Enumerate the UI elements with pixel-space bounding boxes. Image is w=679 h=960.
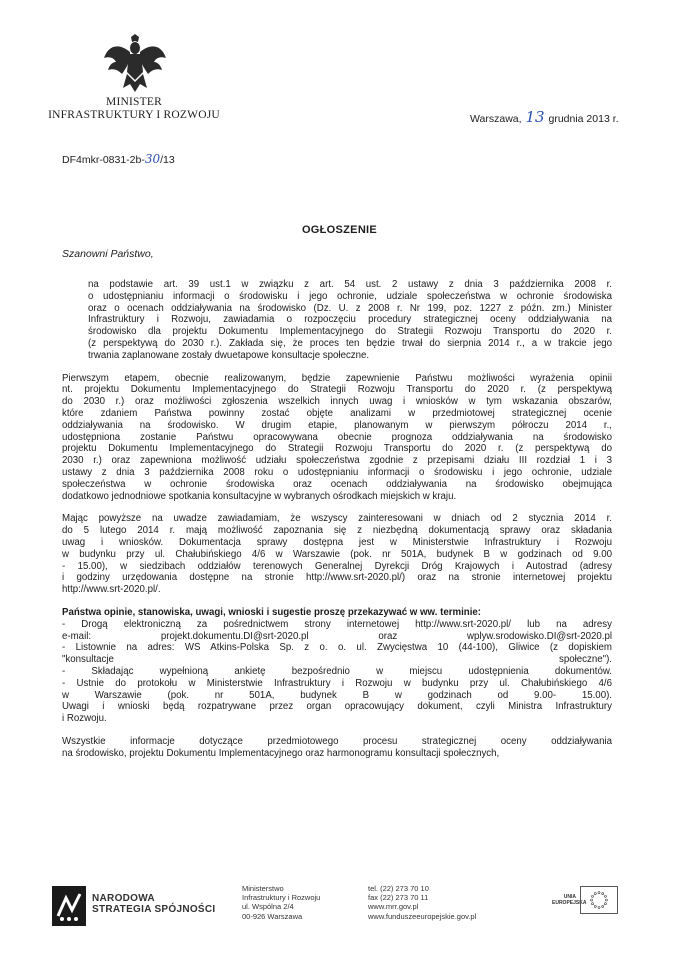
p1-line: na podstawie art. 39 ust.1 w związku z art. 54 ust. 2 ustawy z dnia 3 października 2008 r. bbox=[88, 279, 612, 290]
p2-line: dodatkowo jednodniowe spotkania konsultacyjne w wybranych ośrodkach miejskich w kraju. bbox=[62, 490, 457, 502]
addr-line: ul. Wspólna 2/4 bbox=[242, 902, 294, 912]
p2-line: społeczeństwa w ochronie środowiska oraz ocenach oddziaływania na środowisko obejmująca bbox=[62, 478, 612, 490]
p3-line: w budynku przy ul. Chałubińskiego 4/6 w Warszawie (pok. nr 501A, budynek B w godzinach od 9.00 bbox=[62, 548, 612, 560]
p4-line: e-mail: projekt.dokumentu.DI@srt-2020.pl oraz wplyw.srodowisko.DI@srt-2020.pl bbox=[62, 630, 612, 642]
p4-line: - Ustnie do protokołu w Ministerstwie Infrastruktury i Rozwoju w budynku przy ul. Chałubińskiego 4/6 bbox=[62, 677, 612, 689]
contact-line: tel. (22) 273 70 10 bbox=[368, 884, 429, 893]
p1-line: oraz o ocenach oddziaływania na środowisko (Dz. U. z 2008 r. Nr 199, poz. 1227 z późn. zm.) Minister bbox=[88, 302, 612, 314]
p1-line: środowisko dla projektu Dokumentu Implementacyjnego do Strategii Rozwoju Transportu do 2020 r. bbox=[88, 326, 612, 338]
reference-number bbox=[62, 152, 175, 166]
document-body bbox=[62, 279, 612, 770]
paragraph-5 bbox=[62, 736, 612, 760]
p3-line: i godziny urzędowania dostępne na stronie http://www.srt-2020.pl/) oraz na stronie internetowej projektu bbox=[62, 572, 612, 584]
p4-line: - Drogą elektroniczną za pośrednictwem strony internetowej http://www.srt-2020.pl/ lub na adresy bbox=[62, 618, 612, 630]
paragraph-4-lines bbox=[62, 619, 612, 725]
p4-line: i Rozwoju. bbox=[62, 713, 107, 725]
p4-line: - Listownie na adres: WS Atkins-Polska Sp. z o. o. ul. Zwycięstwa 10 (44-100), Gliwice (z dopiskiem bbox=[62, 642, 612, 654]
p2-line: które zdaniem Państwa powinny zostać objęte analizami w przedmiotowej strategicznej ocenie bbox=[62, 407, 612, 419]
p3-line: http://www.srt-2020.pl/. bbox=[62, 584, 161, 596]
eu-star-icon bbox=[602, 905, 604, 907]
eu-star-icon bbox=[592, 895, 594, 897]
contact-line: fax (22) 273 70 11 bbox=[368, 893, 429, 903]
p1-line: trwania zaplanowane zostały dwuetapowe konsultacje społeczne. bbox=[88, 349, 370, 361]
ue-line1: UNIA bbox=[563, 894, 576, 900]
p2-line: oddziaływania na środowisko. W drugim etapie, planowanym w pierwszym półroczu 2014 r., bbox=[62, 419, 612, 431]
place-and-date bbox=[470, 108, 619, 126]
paragraph-1 bbox=[88, 279, 612, 362]
paragraph-2 bbox=[62, 373, 612, 503]
ue-line2: EUROPEJSKA bbox=[552, 900, 587, 906]
p3-line: Mając powyższe na uwadze zawiadamiam, że wszyscy zainteresowani w dniach od 2 stycznia 2014 r. bbox=[62, 513, 612, 525]
p2-line: udostępniona zostanie Państwu opracowywana obecnie prognoza oddziaływania na środowisko bbox=[62, 431, 612, 443]
paragraph-4 bbox=[62, 607, 612, 725]
p5-line: na środowisko, projektu Dokumentu Implementacyjnego oraz harmonogramu konsultacji społecznych, bbox=[62, 747, 500, 759]
p1-line: o udostępnianiu informacji o środowisku i jego ochronie, udziale społeczeństwa w ochronie środowiska bbox=[88, 290, 612, 302]
eu-star-icon bbox=[602, 893, 604, 895]
p2-line: projektu Dokumentu Implementacyjnego do Strategii Rozwoju Transportu do 2020 r. (z perspektywą do bbox=[62, 443, 612, 455]
p2-line: 2030 r.) oraz zapewniona możliwość udziału społeczeństwa zgodnie z przepisami działu III rozdział 1 i 3 bbox=[62, 455, 612, 467]
nss-logo-icon bbox=[52, 886, 86, 926]
footer-address bbox=[242, 884, 320, 921]
eu-star-icon bbox=[605, 899, 607, 901]
ref-handwritten: 30 bbox=[144, 152, 161, 166]
p5-line: Wszystkie informacje dotyczące przedmiotowego procesu strategicznej oceny oddziaływania bbox=[62, 735, 612, 747]
ref-prefix: DF4mkr-0831-2b- bbox=[62, 154, 145, 166]
place: Warszawa, bbox=[470, 113, 522, 125]
handwritten-day: 13 bbox=[525, 108, 545, 126]
polish-eagle-emblem-icon bbox=[100, 28, 170, 96]
nss-line1: NARODOWA bbox=[92, 893, 155, 904]
p1-line: (z perspektywą do 2030 r.). Zakłada się, że proces ten będzie trwał do sierpnia 2014 r., a w trakcie jego bbox=[88, 337, 612, 349]
salutation: Szanowni Państwo, bbox=[62, 248, 154, 260]
eu-label bbox=[552, 894, 587, 906]
ref-suffix: /13 bbox=[160, 154, 175, 166]
p3-line: do 5 lutego 2014 r. mają możliwość zapoznania się z niezbędną dokumentacją sprawy oraz składania bbox=[62, 525, 612, 537]
contact-line: www.funduszeeuropejskie.gov.pl bbox=[368, 911, 477, 921]
p2-line: do 2030 r.) oraz możliwości zgłoszenia wszelkich innych uwag i wniosków w tym wskazania obszarów, bbox=[62, 396, 612, 408]
addr-line: Infrastruktury i Rozwoju bbox=[242, 893, 321, 903]
p2-line: nt. projektu Dokumentu Implementacyjnego do Strategii Rozwoju Transportu do 2020 r. (z perspektywą bbox=[62, 384, 612, 396]
eu-star-icon bbox=[604, 895, 606, 897]
p4-line: Uwagi i wnioski będą rozpatrywane przez organ opracowujący dokument, czyli Ministra Infrastruktury bbox=[62, 701, 612, 713]
p2-line: Pierwszym etapem, obecnie realizowanym, będzie zapewnienie Państwu możliwości wyrażenia opinii bbox=[62, 372, 612, 384]
p3-line: - 15.00), w siedzibach oddziałów terenowych Generalnej Dyrekcji Dróg Krajowych i Autostrad (adresy bbox=[62, 560, 612, 572]
issuer-block bbox=[44, 96, 224, 122]
contact-line: www.mrr.gov.pl bbox=[368, 902, 419, 912]
issuer-line2: INFRASTRUKTURY I ROZWOJU bbox=[48, 109, 220, 121]
footer bbox=[0, 878, 679, 948]
paragraph-3 bbox=[62, 513, 612, 596]
p2-line: ustawy z dnia 3 października 2008 roku o udostępnianiu informacji o środowisku i jego ochronie, udziale bbox=[62, 466, 612, 478]
document-title: OGŁOSZENIE bbox=[301, 224, 378, 236]
date-rest: grudnia 2013 r. bbox=[548, 113, 619, 125]
footer-contact bbox=[368, 884, 476, 921]
paragraph-4-heading: Państwa opinie, stanowiska, uwagi, wnioski i sugestie proszę przekazywać w ww. terminie: bbox=[62, 606, 482, 618]
nss-line2: STRATEGIA SPÓJNOŚCI bbox=[92, 904, 216, 915]
eu-star-icon bbox=[598, 906, 600, 908]
eu-star-icon bbox=[604, 903, 606, 905]
eu-star-icon bbox=[598, 892, 600, 894]
addr-line: 00-926 Warszawa bbox=[242, 911, 303, 921]
eu-star-icon bbox=[594, 905, 596, 907]
p1-line: Infrastruktury i Rozwoju, zawiadamia o rozpoczęciu procedury strategicznej oceny oddziaływania na bbox=[88, 314, 612, 326]
eu-star-icon bbox=[594, 893, 596, 895]
p4-line: - Składając wypełnioną ankietę bezpośrednio w miejscu udostępnienia dokumentów. bbox=[62, 665, 612, 677]
p3-line: uwag i wniosków. Dokumentacja sprawy dostępna jest w Ministerstwie Infrastruktury i Rozwoju bbox=[62, 536, 612, 548]
issuer-line1: MINISTER bbox=[106, 96, 162, 108]
p4-line: w Warszawie (pok. nr 501A, budynek B w godzinach od 9.00- 15.00). bbox=[62, 689, 612, 701]
eu-flag-icon bbox=[580, 886, 618, 914]
eu-star-icon bbox=[592, 903, 594, 905]
eu-star-icon bbox=[591, 899, 593, 901]
addr-line: Ministerstwo bbox=[242, 884, 284, 893]
nss-wordmark bbox=[92, 893, 216, 915]
p4-line: "konsultacje społeczne"). bbox=[62, 654, 612, 666]
